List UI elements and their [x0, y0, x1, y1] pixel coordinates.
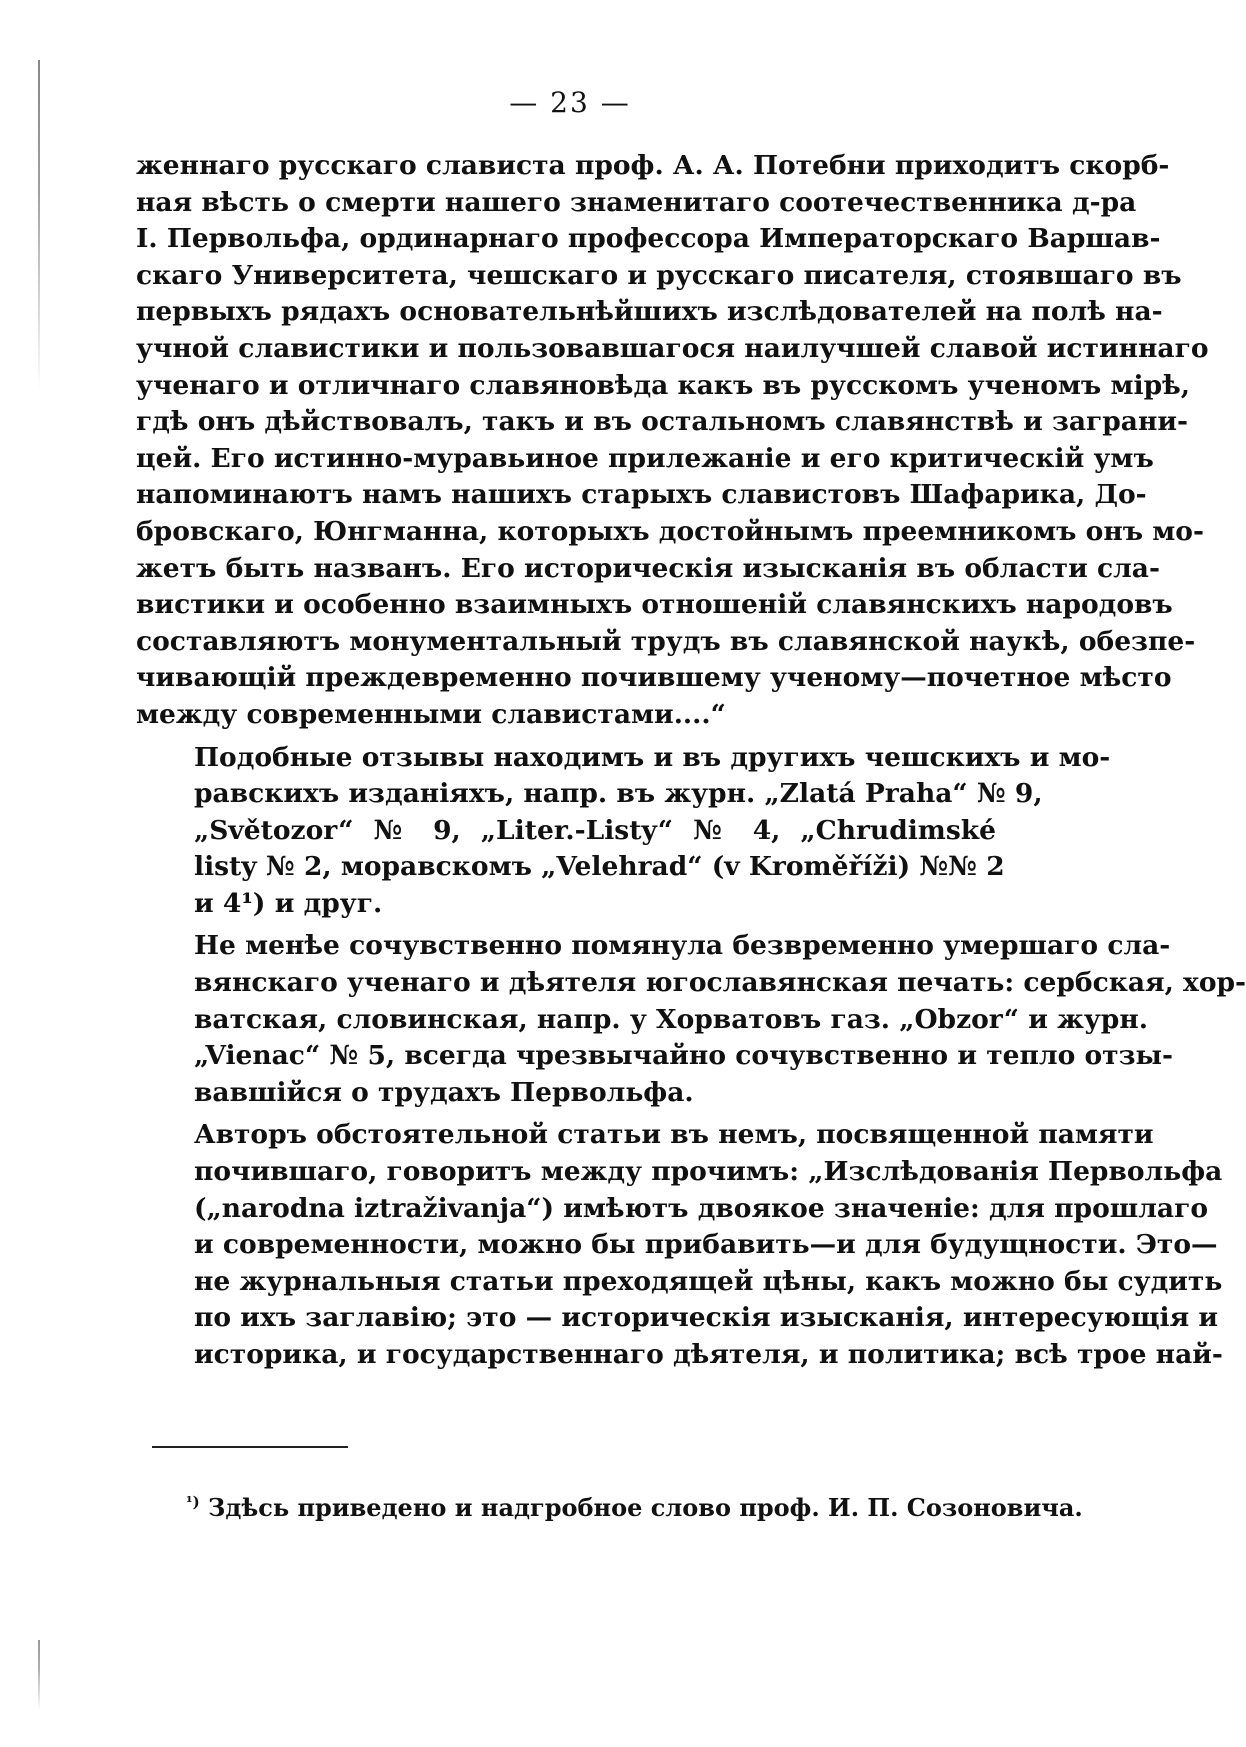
- scan-edge-shadow-lower: [38, 1640, 40, 1710]
- text-line: и 4¹) и друг.: [194, 887, 383, 919]
- text-line: жетъ быть названъ. Его историческія изысканія въ области сла-: [136, 552, 1160, 584]
- page-number: — 23 —: [509, 86, 631, 119]
- footnote-marker: ¹): [186, 1493, 200, 1511]
- text-line: Не менѣе сочувственно помянула безвременно умершаго сла-: [194, 930, 1171, 962]
- text-line: напоминаютъ намъ нашихъ старыхъ славистовъ Шафарика, До-: [136, 479, 1147, 511]
- text-line: историка, и государственнаго дѣятеля, и политика; всѣ трое най-: [194, 1339, 1223, 1370]
- paragraph: [136, 148, 1209, 734]
- text-line: I. Первольфа, ординарнаго профессора Императорскаго Варшав-: [136, 223, 1161, 255]
- footnote: [186, 1493, 1083, 1522]
- text-line: вянскаго ученаго и дѣятеля югославянская печать: сербская, хор-: [194, 967, 1246, 999]
- text-line: ватская, словинская, напр. у Хорватовъ газ. „Obzor“ и журн.: [194, 1003, 1148, 1035]
- text-line: первыхъ рядахъ основательнѣйшихъ изслѣдователей на полѣ на-: [136, 296, 1163, 328]
- text-line: („narodna iztraživanja“) имѣютъ двоякое значеніе: для прошлаго: [194, 1192, 1209, 1224]
- text-line: равскихъ изданіяхъ, напр. въ журн. „Zlatá Praha“ № 9,: [194, 778, 1043, 810]
- text-line: между современными славистами....“: [136, 698, 726, 730]
- paragraph: [136, 740, 1111, 923]
- text-line: не журнальныя статьи преходящей цѣны, какъ можно бы судить: [194, 1265, 1223, 1297]
- text-line: скаго Университета, чешскаго и русскаго писателя, стоявшаго въ: [136, 259, 1182, 291]
- footnote-text: Здѣсь приведено и надгробное слово проф. И. П. Созоновича.: [208, 1493, 1083, 1522]
- text-line: бровскаго, Юнгманна, которыхъ достойнымъ преемникомъ онъ мо-: [136, 515, 1204, 547]
- text-line: составляютъ монументальный трудъ въ славянской наукѣ, обезпе-: [136, 625, 1196, 657]
- text-line: listy № 2, моравскомъ „Velehrad“ (v Kroměříži) №№ 2: [194, 851, 1005, 883]
- footnote-divider: [152, 1446, 348, 1448]
- body-text: [136, 148, 1246, 1374]
- text-line: вавшійся о трудахъ Первольфа.: [194, 1076, 694, 1108]
- text-line: ученаго и отличнаго славяновѣда какъ въ русскомъ ученомъ мірѣ,: [136, 369, 1190, 401]
- paragraph: [136, 1117, 1223, 1373]
- text-line: „Vienac“ № 5, всегда чрезвычайно сочувственно и тепло отзы-: [194, 1040, 1174, 1072]
- paragraph: [136, 928, 1246, 1111]
- text-line: цей. Его истинно-муравьиное прилежаніе и его критическій умъ: [136, 442, 1154, 474]
- text-line: ная вѣсть о смерти нашего знаменитаго соотечественника д-ра: [136, 186, 1137, 218]
- text-line: Подобные отзывы находимъ и въ другихъ чешскихъ и мо-: [194, 741, 1111, 773]
- text-line: по ихъ заглавію; это — историческія изысканія, интересующія и: [194, 1302, 1219, 1334]
- text-line: и современности, можно бы прибавить—и для будущности. Это—: [194, 1229, 1218, 1261]
- text-line: почившаго, говоритъ между прочимъ: „Изслѣдованія Первольфа: [194, 1156, 1223, 1188]
- text-line: „Světozor“ № 9, „Liter.-Listy“ № 4, „Chrudimské: [194, 814, 996, 846]
- text-line: женнаго русскаго слависта проф. А. А. Потебни приходитъ скорб-: [136, 150, 1170, 181]
- text-line: вистики и особенно взаимныхъ отношеній славянскихъ народовъ: [136, 589, 1173, 621]
- text-line: гдѣ онъ дѣйствовалъ, такъ и въ остальномъ славянствѣ и заграни-: [136, 406, 1189, 438]
- text-line: чивающій преждевременно почившему ученому—почетное мѣсто: [136, 662, 1172, 694]
- text-line: Авторъ обстоятельной статьи въ немъ, посвященной памяти: [194, 1119, 1154, 1151]
- text-line: учной славистики и пользовавшагося наилучшей славой истиннаго: [136, 332, 1209, 364]
